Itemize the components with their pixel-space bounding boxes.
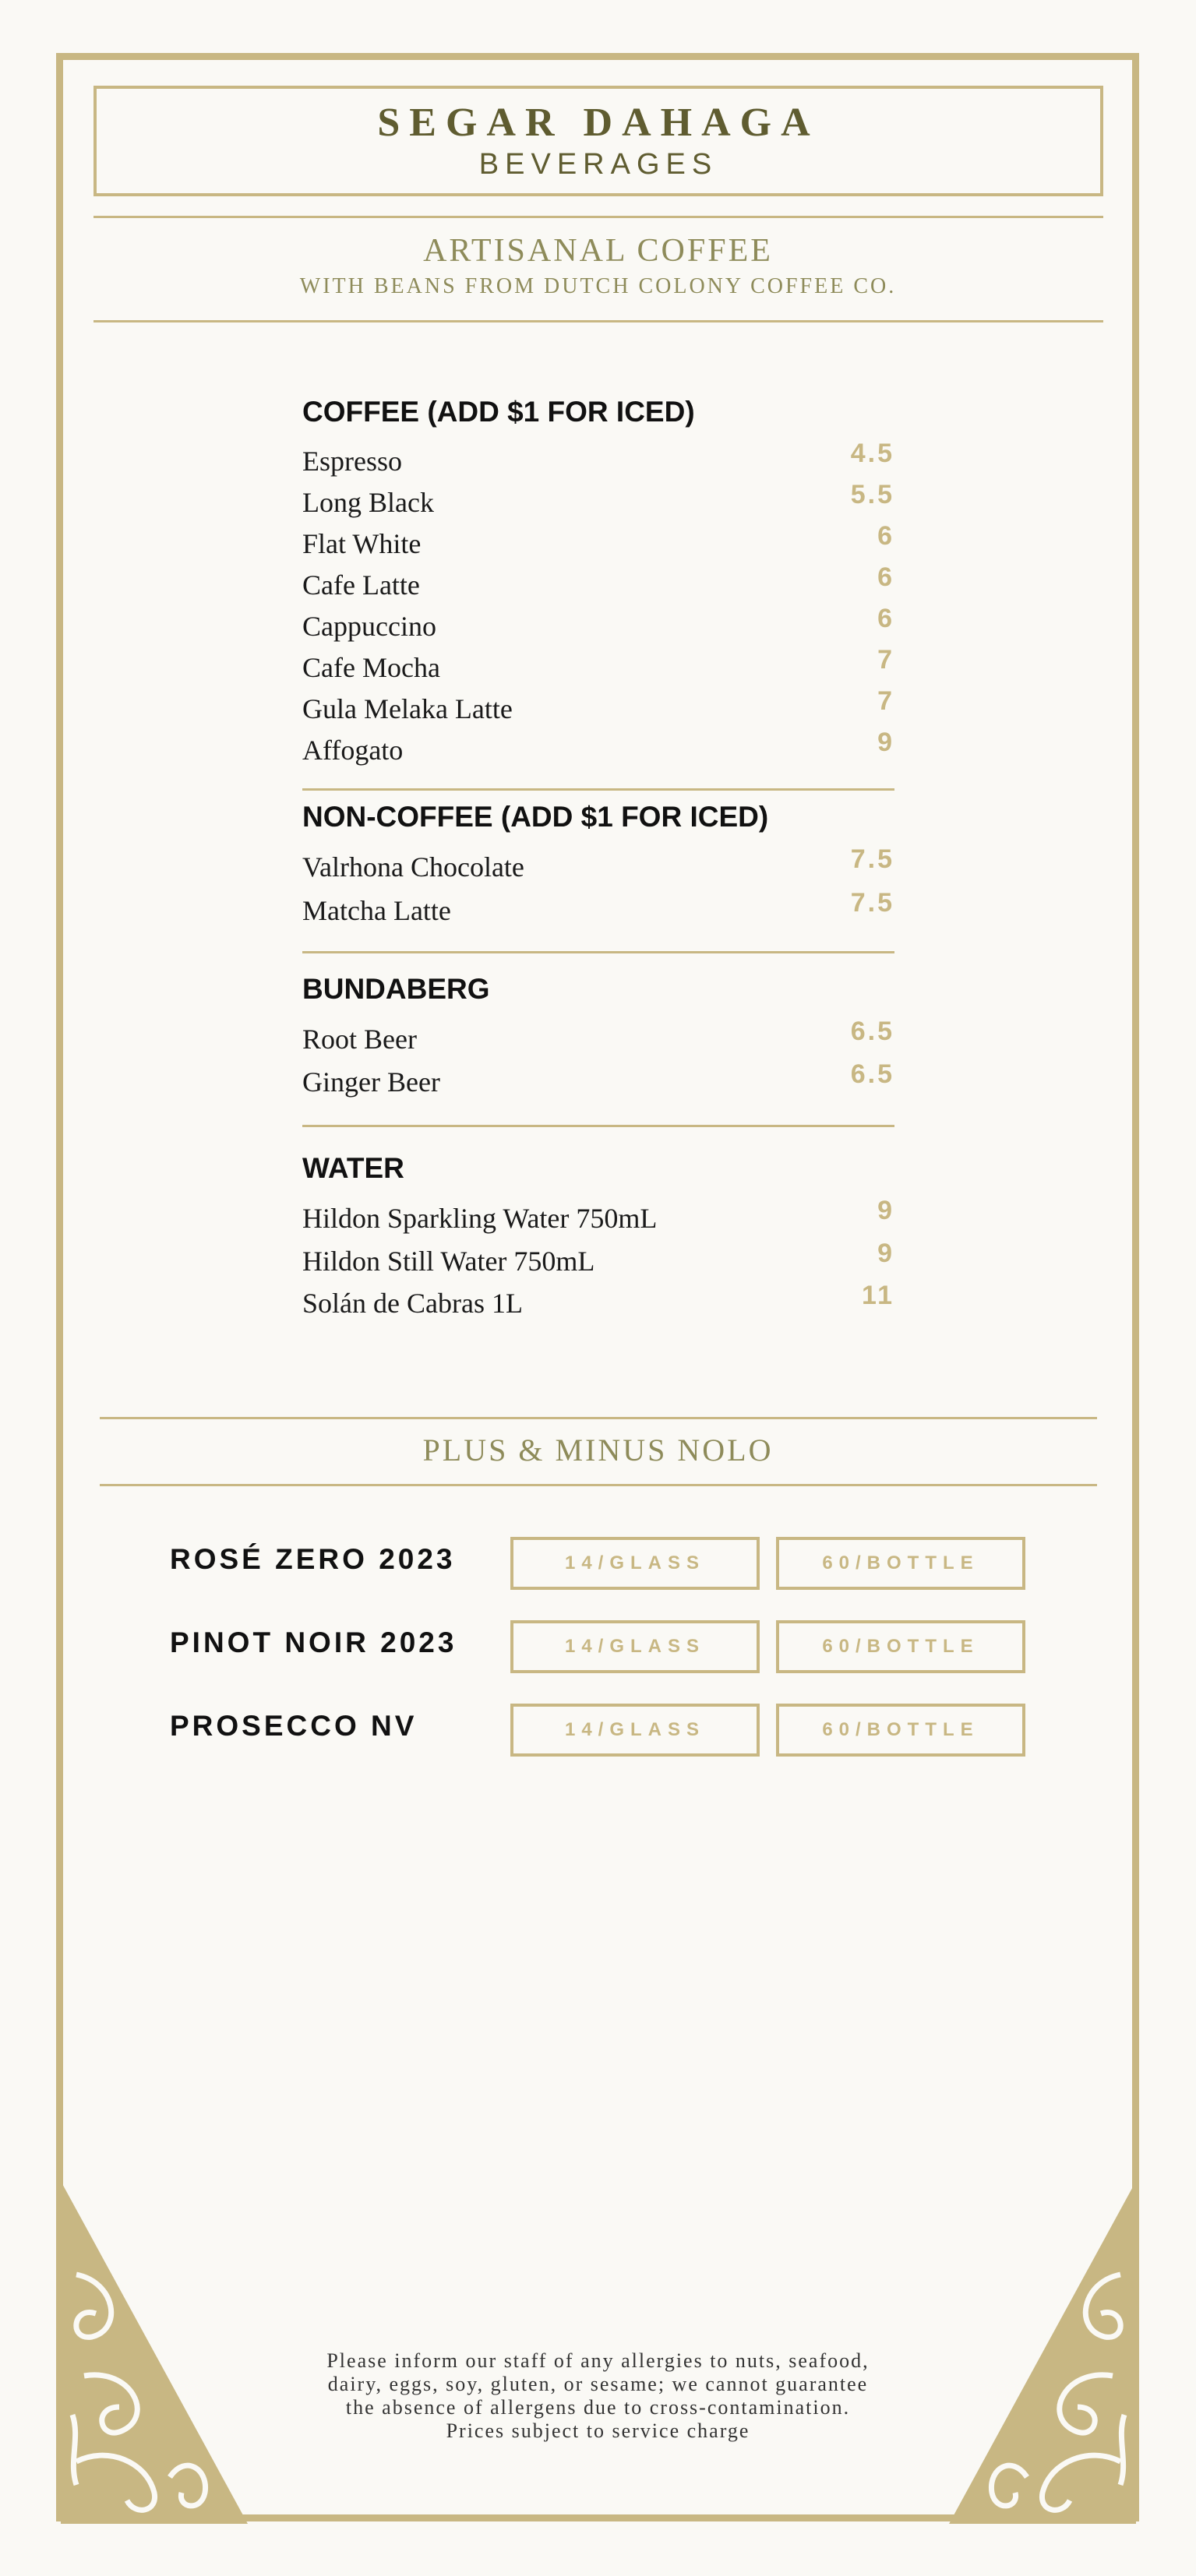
bottle-price: 60/BOTTLE xyxy=(776,1620,1025,1673)
menu-item xyxy=(302,1059,894,1105)
item-name: Solán de Cabras 1L xyxy=(302,1288,523,1319)
menu-item xyxy=(302,439,894,484)
ornament-left-icon xyxy=(61,2181,248,2524)
coffee-section-subtitle: WITH BEANS FROM DUTCH COLONY COFFEE CO. xyxy=(299,274,897,298)
brand-subtitle: BEVERAGES xyxy=(478,148,718,181)
wine-name: PINOT NOIR 2023 xyxy=(170,1626,457,1658)
wine-row xyxy=(170,1704,1027,1760)
footer-line: the absence of allergens due to cross-contamination. xyxy=(345,2396,851,2419)
item-price: 6 xyxy=(877,521,894,551)
brand-name: SEGAR DAHAGA xyxy=(377,100,820,145)
menu-item xyxy=(302,1196,894,1241)
item-name: Root Beer xyxy=(302,1024,417,1055)
item-name: Hildon Sparkling Water 750mL xyxy=(302,1203,658,1234)
brand-header xyxy=(93,86,1103,196)
item-price: 7 xyxy=(877,686,894,716)
item-name: Long Black xyxy=(302,487,434,518)
divider xyxy=(93,216,1103,218)
wine-name: PROSECCO NV xyxy=(170,1710,418,1742)
item-price: 9 xyxy=(877,1239,894,1268)
menu-item xyxy=(302,888,894,933)
item-name: Gula Melaka Latte xyxy=(302,693,513,724)
menu-item xyxy=(302,1281,894,1326)
item-price: 9 xyxy=(877,1196,894,1225)
item-price: 5.5 xyxy=(850,480,894,509)
menu-item xyxy=(302,645,894,690)
menu-item xyxy=(302,844,894,890)
item-price: 6 xyxy=(877,562,894,592)
item-price: 7.5 xyxy=(850,844,894,874)
item-name: Cafe Mocha xyxy=(302,652,440,683)
footer-line: dairy, eggs, soy, gluten, or sesame; we cannot guarantee xyxy=(327,2373,869,2395)
wine-row xyxy=(170,1620,1027,1676)
menu-item xyxy=(302,728,894,773)
menu-item xyxy=(302,604,894,649)
item-name: Flat White xyxy=(302,528,422,559)
item-name: Affogato xyxy=(302,735,404,766)
menu-item xyxy=(302,562,894,608)
item-name: Cappuccino xyxy=(302,611,436,642)
nolo-section-title: PLUS & MINUS NOLO xyxy=(422,1432,774,1468)
coffee-section-title: ARTISANAL COFFEE xyxy=(423,233,773,269)
item-price: 7.5 xyxy=(850,888,894,918)
divider xyxy=(302,1125,894,1127)
category-bundaberg: BUNDABERG xyxy=(302,973,490,1005)
menu-item xyxy=(302,686,894,731)
wine-row xyxy=(170,1537,1027,1593)
footer-line: Please inform our staff of any allergies to nuts, seafood, xyxy=(326,2349,870,2372)
glass-price: 14/GLASS xyxy=(510,1620,760,1673)
item-name: Hildon Still Water 750mL xyxy=(302,1246,595,1277)
menu-item xyxy=(302,480,894,525)
divider xyxy=(93,320,1103,322)
ornament-right-icon xyxy=(949,2181,1136,2524)
item-price: 9 xyxy=(877,728,894,757)
footer-line: Prices subject to service charge xyxy=(446,2419,750,2442)
item-price: 6.5 xyxy=(850,1059,894,1089)
allergy-notice xyxy=(249,2349,947,2443)
divider xyxy=(302,951,894,953)
item-price: 6.5 xyxy=(850,1017,894,1046)
divider xyxy=(100,1484,1097,1486)
item-price: 6 xyxy=(877,604,894,633)
glass-price: 14/GLASS xyxy=(510,1537,760,1590)
menu-item xyxy=(302,1239,894,1284)
item-price: 4.5 xyxy=(850,439,894,468)
item-name: Espresso xyxy=(302,446,402,477)
category-non-coffee: NON-COFFEE (ADD $1 FOR ICED) xyxy=(302,801,769,833)
menu-item xyxy=(302,1017,894,1062)
item-name: Ginger Beer xyxy=(302,1066,440,1098)
divider xyxy=(100,1417,1097,1419)
menu-item xyxy=(302,521,894,566)
item-price: 11 xyxy=(862,1281,894,1310)
bottle-price: 60/BOTTLE xyxy=(776,1537,1025,1590)
item-name: Valrhona Chocolate xyxy=(302,851,524,883)
item-name: Matcha Latte xyxy=(302,895,451,926)
item-price: 7 xyxy=(877,645,894,675)
bottle-price: 60/BOTTLE xyxy=(776,1704,1025,1757)
glass-price: 14/GLASS xyxy=(510,1704,760,1757)
item-name: Cafe Latte xyxy=(302,569,420,601)
wine-name: ROSÉ ZERO 2023 xyxy=(170,1543,456,1575)
category-coffee: COFFEE (ADD $1 FOR ICED) xyxy=(302,396,695,428)
category-water: WATER xyxy=(302,1152,404,1184)
divider xyxy=(302,788,894,791)
